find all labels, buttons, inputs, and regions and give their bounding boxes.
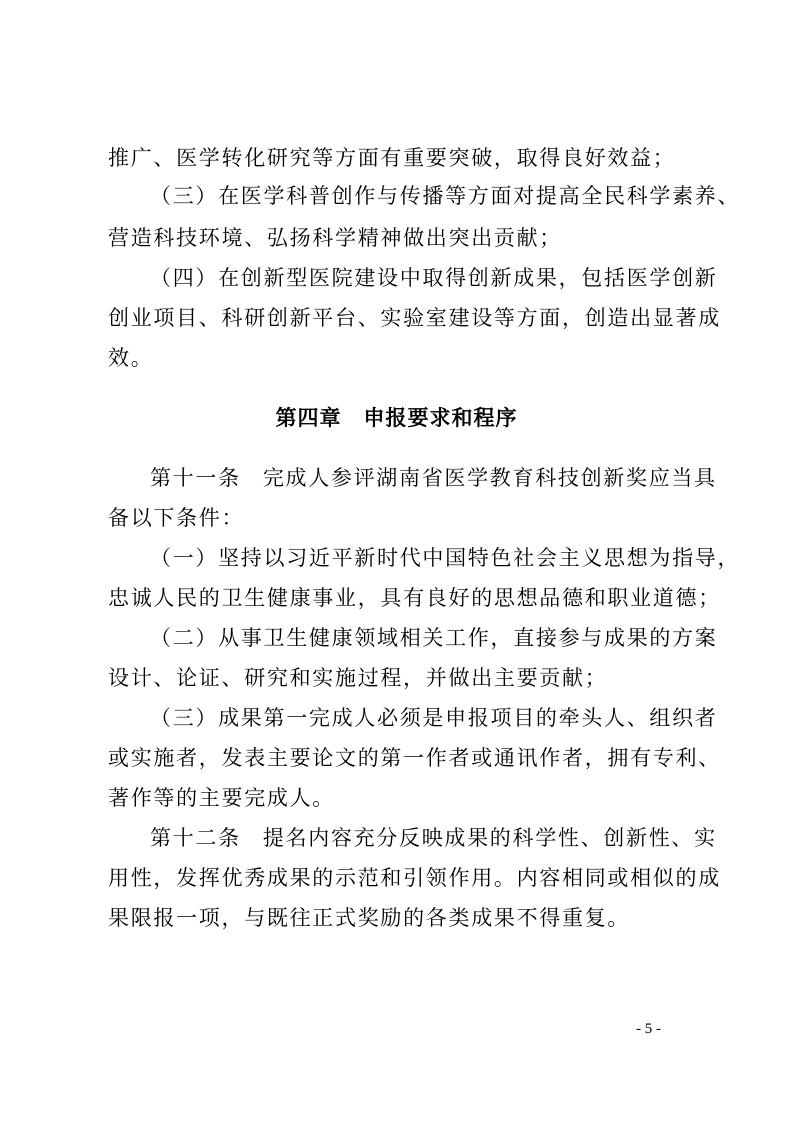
paragraph-line: （四）在创新型医院建设中取得创新成果，包括医学创新: [150, 266, 718, 290]
paragraph-line: 果限报一项，与既往正式奖励的各类成果不得重复。: [108, 906, 631, 930]
paragraph-line: 创业项目、科研创新平台、实验室建设等方面，创造出显著成: [108, 306, 721, 330]
paragraph-line: 著作等的主要完成人。: [108, 786, 335, 810]
paragraph-line: 备以下条件：: [108, 506, 245, 530]
paragraph-line: 用性，发挥优秀成果的示范和引领作用。内容相同或相似的成: [108, 866, 721, 890]
article-12-first-line: [150, 826, 793, 850]
paragraph-line: （三）成果第一完成人必须是申报项目的牵头人、组织者: [150, 706, 718, 730]
chapter-heading: [0, 406, 793, 430]
paragraph-line: 推广、医学转化研究等方面有重要突破，取得良好效益；: [108, 146, 676, 170]
paragraph-line: （二）从事卫生健康领域相关工作，直接参与成果的方案: [150, 626, 718, 650]
chapter-number: 第四章: [275, 406, 342, 430]
paragraph-line: （一）坚持以习近平新时代中国特色社会主义思想为指导，: [150, 546, 741, 570]
chapter-title: 申报要求和程序: [363, 406, 518, 430]
page-number: - 5 -: [636, 1021, 661, 1037]
paragraph-line: 效。: [108, 346, 154, 370]
paragraph-line: 设计、论证、研究和实施过程，并做出主要贡献；: [108, 666, 608, 690]
article-lead-text: 提名内容充分反映成果的科学性、创新性、实: [262, 826, 717, 850]
paragraph-line: （三）在医学科普创作与传播等方面对提高全民科学素养、: [150, 184, 741, 208]
paragraph-line: 或实施者，发表主要论文的第一作者或通讯作者，拥有专利、: [108, 746, 721, 770]
paragraph-line: 忠诚人民的卫生健康事业，具有良好的思想品德和职业道德；: [108, 586, 721, 610]
article-label: 第十二条: [150, 826, 241, 850]
paragraph-line: 营造科技环境、弘扬科学精神做出突出贡献；: [108, 226, 562, 250]
article-lead-text: 完成人参评湖南省医学教育科技创新奖应当具: [262, 466, 717, 490]
article-label: 第十一条: [150, 466, 241, 490]
article-11-first-line: [150, 466, 793, 490]
